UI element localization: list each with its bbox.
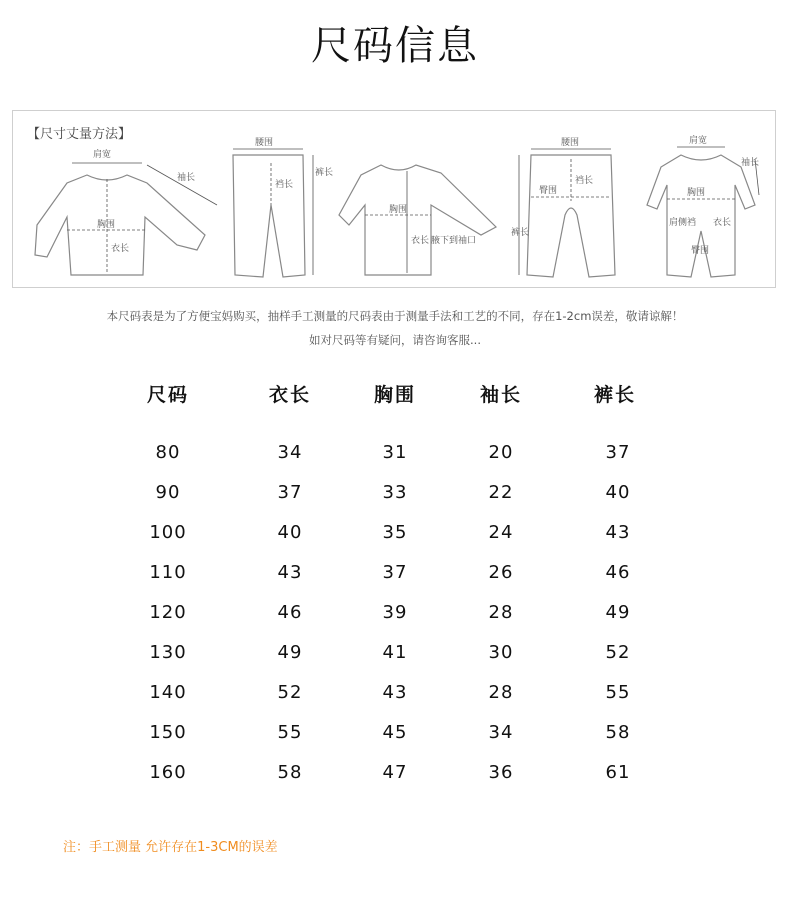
chest-label-3: 胸围	[687, 188, 706, 198]
table-cell: 120	[149, 602, 187, 623]
measurement-method-panel	[12, 110, 776, 288]
pants-diagram	[213, 135, 334, 285]
table-cell: 90	[155, 482, 181, 503]
crotch-length-label-2: 裆长	[575, 176, 594, 186]
measurement-method-title: 【尺寸丈量方法】	[27, 127, 132, 142]
table-cell: 34	[277, 442, 303, 463]
table-cell: 52	[605, 642, 631, 663]
raglan-top-diagram	[331, 135, 511, 285]
table-cell: 58	[277, 762, 303, 783]
table-cell: 33	[382, 482, 408, 503]
table-cell: 47	[382, 762, 408, 783]
side-length-label: 肩侧裆	[669, 218, 697, 228]
table-cell: 45	[382, 722, 408, 743]
body-length-label-2: 衣长	[411, 236, 430, 246]
table-cell: 28	[488, 602, 514, 623]
table-cell: 24	[488, 522, 514, 543]
header-sleeve-length: 袖长	[479, 384, 522, 406]
table-cell: 150	[149, 722, 187, 743]
table-cell: 55	[605, 682, 631, 703]
header-chest: 胸围	[373, 384, 416, 406]
table-cell: 58	[605, 722, 631, 743]
waist-label-2: 腰围	[561, 138, 580, 148]
table-cell: 40	[605, 482, 631, 503]
table-cell: 52	[277, 682, 303, 703]
table-cell: 37	[605, 442, 631, 463]
table-cell: 37	[382, 562, 408, 583]
table-cell: 43	[382, 682, 408, 703]
table-cell: 39	[382, 602, 408, 623]
sleeve-length-label: 袖长	[177, 173, 196, 183]
body-length-label-3: 衣长	[713, 218, 732, 228]
crotch-length-label: 裆长	[275, 180, 294, 190]
hip-label: 臀围	[539, 186, 558, 196]
table-cell: 140	[149, 682, 187, 703]
table-cell: 46	[277, 602, 303, 623]
table-cell: 37	[277, 482, 303, 503]
table-cell: 43	[277, 562, 303, 583]
shoulder-width-label-2: 肩宽	[689, 136, 708, 146]
table-cell: 26	[488, 562, 514, 583]
table-cell: 130	[149, 642, 187, 663]
table-cell: 46	[605, 562, 631, 583]
size-note-line2: 如对尺码等有疑问，请咨询客服...	[309, 333, 481, 347]
pants-front-diagram	[511, 135, 636, 285]
header-size: 尺码	[146, 384, 189, 406]
shoulder-width-label: 肩宽	[93, 150, 112, 160]
table-cell: 43	[605, 522, 631, 543]
table-cell: 61	[605, 762, 631, 783]
table-cell: 31	[382, 442, 408, 463]
pants-length-label-2: 裤长	[511, 228, 530, 238]
sleeve-length-label-2: 袖长	[741, 158, 760, 168]
header-body-length: 衣长	[268, 384, 311, 406]
table-cell: 40	[277, 522, 303, 543]
sleeve-to-cuff-label: 腋下到袖口	[431, 236, 477, 246]
table-cell: 55	[277, 722, 303, 743]
table-cell: 34	[488, 722, 514, 743]
table-cell: 35	[382, 522, 408, 543]
body-length-label: 衣长	[111, 244, 130, 254]
table-cell: 49	[277, 642, 303, 663]
table-cell: 22	[488, 482, 514, 503]
pants-length-label: 裤长	[315, 168, 334, 178]
header-pants-length: 裤长	[593, 384, 636, 406]
chest-label-2: 胸围	[389, 205, 408, 215]
table-cell: 20	[488, 442, 514, 463]
table-cell: 160	[149, 762, 187, 783]
page-title: 尺码信息	[311, 23, 479, 69]
size-note-line1: 本尺码表是为了方便宝妈购买，抽样手工测量的尺码表由于测量手法和工艺的不同，存在1-2cm误差，敬请谅解！	[106, 309, 684, 323]
chest-label: 胸围	[97, 220, 116, 230]
long-sleeve-top-diagram	[27, 135, 227, 285]
table-cell: 30	[488, 642, 514, 663]
table-cell: 28	[488, 682, 514, 703]
table-cell: 36	[488, 762, 514, 783]
hip-label-2: 臀围	[691, 246, 710, 256]
table-cell: 80	[155, 442, 181, 463]
table-cell: 100	[149, 522, 187, 543]
table-cell: 110	[149, 562, 187, 583]
table-cell: 41	[382, 642, 408, 663]
waist-label: 腰围	[255, 138, 274, 148]
table-cell: 49	[605, 602, 631, 623]
measurement-footnote: 注：手工测量 允许存在1-3CM的误差	[63, 840, 278, 855]
romper-diagram	[641, 135, 766, 285]
